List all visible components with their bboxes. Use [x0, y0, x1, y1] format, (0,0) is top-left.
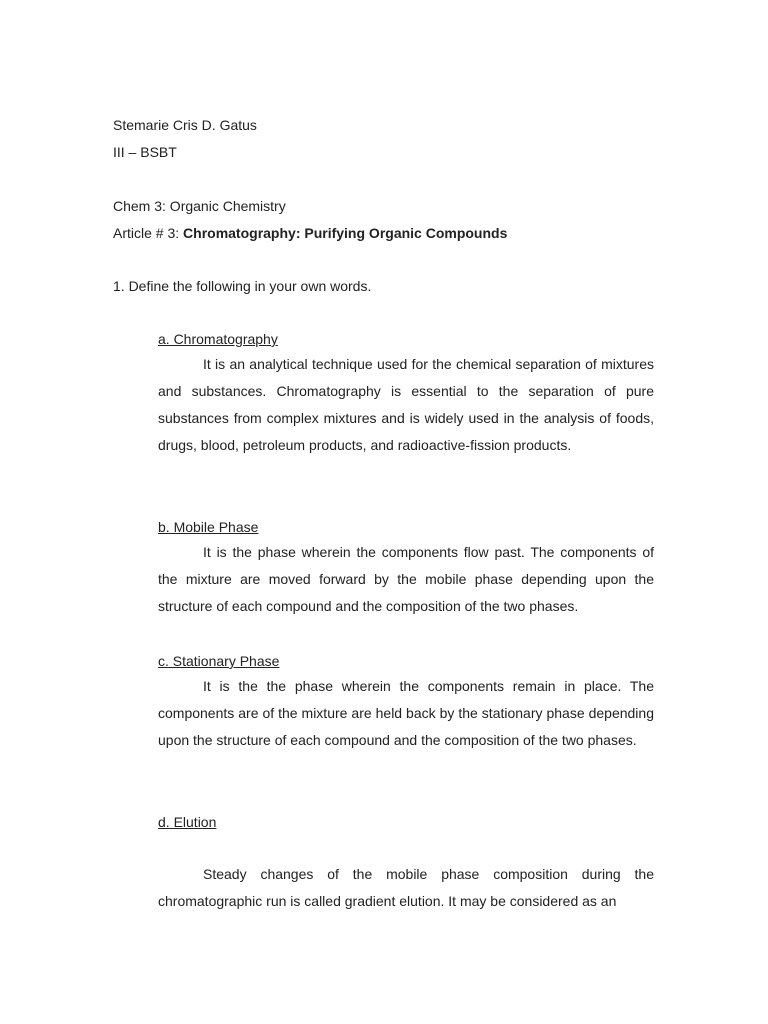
question-prompt: 1. Define the following in your own words.: [113, 278, 372, 294]
definition-text: It is an analytical technique used for the chemical separation of mixtures and substances. Chromatography is essential to the separation of pure substances from complex mixtures and is widely used in the analysis of foods, drugs, blood, petroleum products, and radioactive-fission products.: [158, 356, 654, 453]
definition-text: Steady changes of the mobile phase composition during the chromatographic run is called gradient elution. It may be considered as an: [158, 866, 654, 909]
article-line: [113, 225, 507, 241]
course-title: Chem 3: Organic Chemistry: [113, 198, 286, 214]
definition-elution: [158, 814, 654, 915]
definition-heading: a. Chromatography: [158, 331, 278, 347]
author-name: Stemarie Cris D. Gatus: [113, 117, 257, 133]
definition-heading: c. Stationary Phase: [158, 653, 280, 669]
definition-stationary-phase: [158, 653, 654, 754]
article-title: Chromatography: Purifying Organic Compounds: [183, 225, 508, 241]
definition-text: It is the the phase wherein the components remain in place. The components are of the mixture are held back by the stationary phase depending upon the structure of each compound and the composition of the two phases.: [158, 678, 654, 748]
definition-mobile-phase: [158, 519, 654, 620]
definition-chromatography: [158, 331, 654, 459]
definition-text: It is the phase wherein the components flow past. The components of the mixture are moved forward by the mobile phase depending upon the structure of each compound and the composition of the two phases.: [158, 544, 654, 614]
article-prefix: Article # 3:: [113, 225, 184, 241]
definition-heading: d. Elution: [158, 814, 217, 830]
definition-heading: b. Mobile Phase: [158, 519, 259, 535]
year-course: III – BSBT: [113, 144, 177, 160]
